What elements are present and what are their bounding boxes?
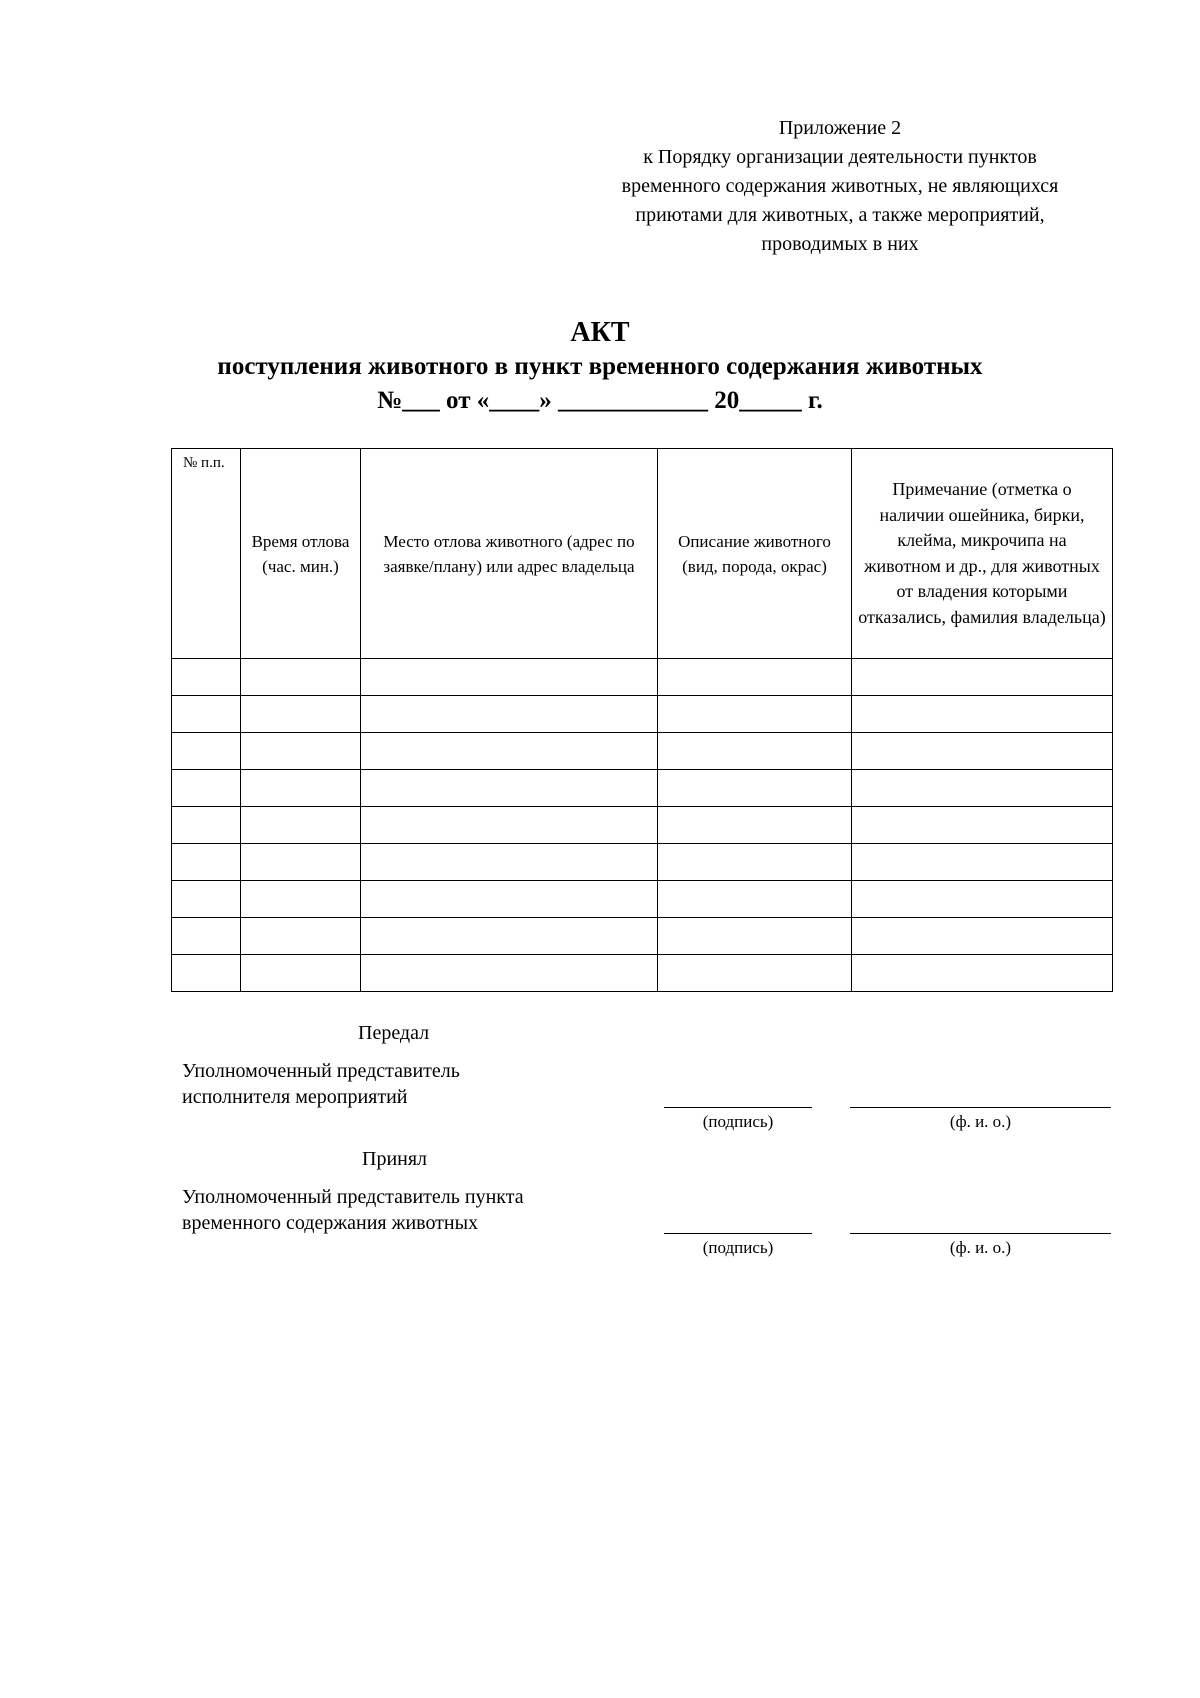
header-time: Время отлова (час. мин.) bbox=[241, 449, 361, 659]
transferred-name-line bbox=[850, 1107, 1111, 1108]
table-cell bbox=[241, 844, 361, 881]
table-cell bbox=[361, 733, 658, 770]
transferred-signature-hint: (подпись) bbox=[702, 1112, 774, 1131]
table-cell bbox=[172, 770, 241, 807]
table-row bbox=[172, 770, 1113, 807]
received-role-line1: Уполномоченный представитель пункта bbox=[182, 1186, 524, 1208]
table-cell bbox=[172, 918, 241, 955]
table-cell bbox=[172, 807, 241, 844]
table-cell bbox=[852, 881, 1113, 918]
table-cell bbox=[852, 807, 1113, 844]
received-name-line bbox=[850, 1233, 1111, 1234]
table-cell bbox=[361, 807, 658, 844]
table-cell bbox=[658, 881, 852, 918]
document-title: АКТ bbox=[570, 317, 630, 348]
transferred-heading: Передал bbox=[358, 1022, 430, 1044]
received-signature-hint: (подпись) bbox=[702, 1238, 774, 1257]
table-cell bbox=[361, 659, 658, 696]
table-cell bbox=[852, 844, 1113, 881]
table-cell bbox=[361, 918, 658, 955]
table-cell bbox=[658, 696, 852, 733]
appendix-line: Приложение 2 bbox=[778, 117, 902, 139]
table-row bbox=[172, 733, 1113, 770]
received-role-line2: временного содержания животных bbox=[182, 1212, 479, 1234]
table-cell bbox=[241, 807, 361, 844]
received-name-hint: (ф. и. о.) bbox=[949, 1238, 1012, 1257]
appendix-line: приютами для животных, а также мероприятий, bbox=[635, 204, 1045, 226]
table-cell bbox=[361, 881, 658, 918]
transferred-role-line1: Уполномоченный представитель bbox=[182, 1060, 460, 1082]
table-cell bbox=[172, 955, 241, 992]
table-cell bbox=[658, 659, 852, 696]
transferred-signature-line bbox=[664, 1107, 812, 1108]
table-cell bbox=[852, 918, 1113, 955]
document-number-date: №___ от «____» ____________ 20_____ г. bbox=[377, 387, 823, 414]
table-cell bbox=[852, 696, 1113, 733]
appendix-line: временного содержания животных, не являющихся bbox=[621, 175, 1059, 197]
table-cell bbox=[361, 770, 658, 807]
table-cell bbox=[241, 696, 361, 733]
transferred-role-line2: исполнителя мероприятий bbox=[182, 1086, 408, 1108]
table-cell bbox=[241, 733, 361, 770]
table-cell bbox=[852, 955, 1113, 992]
table-cell bbox=[658, 955, 852, 992]
appendix-line: к Порядку организации деятельности пунктов bbox=[643, 146, 1037, 168]
table-cell bbox=[658, 807, 852, 844]
table-cell bbox=[172, 659, 241, 696]
table-cell bbox=[361, 844, 658, 881]
table-cell bbox=[361, 696, 658, 733]
header-note: Примечание (отметка о наличии ошейника, бирки, клейма, микрочипа на животном и др., для животных от владения которыми отказались, фамилия владельца) bbox=[852, 449, 1113, 659]
table-row bbox=[172, 659, 1113, 696]
table-row bbox=[172, 918, 1113, 955]
table-cell bbox=[241, 918, 361, 955]
table-cell bbox=[241, 881, 361, 918]
table-cell bbox=[658, 770, 852, 807]
header-description: Описание животного (вид, порода, окрас) bbox=[658, 449, 852, 659]
table-cell bbox=[658, 733, 852, 770]
table-cell bbox=[658, 844, 852, 881]
table-cell bbox=[361, 955, 658, 992]
table-row bbox=[172, 955, 1113, 992]
header-place: Место отлова животного (адрес по заявке/плану) или адрес владельца bbox=[361, 449, 658, 659]
table-cell bbox=[241, 955, 361, 992]
table-header-row bbox=[172, 449, 1113, 659]
appendix-header bbox=[560, 114, 1120, 259]
table-cell bbox=[172, 881, 241, 918]
table-cell bbox=[852, 659, 1113, 696]
table-row bbox=[172, 807, 1113, 844]
table-cell bbox=[852, 733, 1113, 770]
table-cell bbox=[241, 659, 361, 696]
table-cell bbox=[658, 918, 852, 955]
header-number: № п.п. bbox=[172, 449, 241, 659]
table-cell bbox=[172, 696, 241, 733]
animal-intake-table bbox=[171, 448, 1113, 992]
table-cell bbox=[172, 844, 241, 881]
appendix-line: проводимых в них bbox=[761, 233, 919, 255]
table-row bbox=[172, 881, 1113, 918]
table-cell bbox=[852, 770, 1113, 807]
table-cell bbox=[172, 733, 241, 770]
received-heading: Принял bbox=[362, 1148, 428, 1170]
table-row bbox=[172, 696, 1113, 733]
table-cell bbox=[241, 770, 361, 807]
table-row bbox=[172, 844, 1113, 881]
document-subtitle: поступления животного в пункт временного содержания животных bbox=[217, 353, 983, 380]
received-signature-line bbox=[664, 1233, 812, 1234]
transferred-name-hint: (ф. и. о.) bbox=[949, 1112, 1012, 1131]
